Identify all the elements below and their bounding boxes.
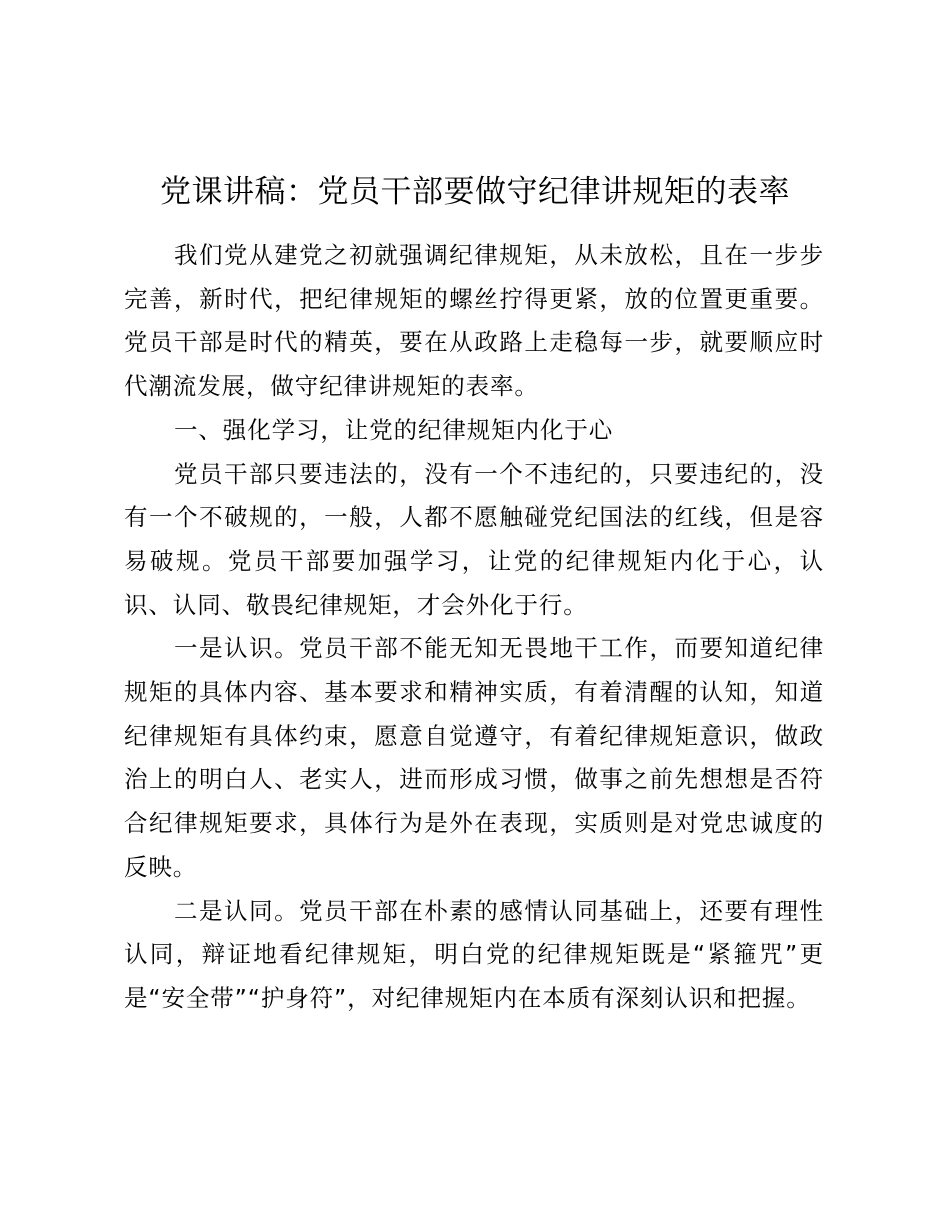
paragraph-point-one: 一是认识。党员干部不能无知无畏地干工作，而要知道纪律规矩的具体内容、基本要求和精神实质，有着清醒的认知，知道纪律规矩有具体约束，愿意自觉遵守，有着纪律规矩意识，做政治上的明白人、老实人，进而形成习惯，做事之前先想想是否符合纪律规矩要求，具体行为是外在表现，实质则是对党忠诚度的反映。	[124, 634, 824, 881]
paragraph-intro: 我们党从建党之初就强调纪律规矩，从未放松，且在一步步完善，新时代，把纪律规矩的螺丝拧得更紧，放的位置更重要。党员干部是时代的精英，要在从政路上走稳每一步，就要顺应时代潮流发展，做守纪律讲规矩的表率。	[124, 241, 824, 401]
document-body	[124, 234, 824, 1021]
paragraph-section-intro: 党员干部只要违法的，没有一个不违纪的，只要违纪的，没有一个不破规的，一般，人都不愿触碰党纪国法的红线，但是容易破规。党员干部要加强学习，让党的纪律规矩内化于心，认识、认同、敬畏纪律规矩，才会外化于行。	[124, 459, 824, 619]
section-heading: 一、强化学习，让党的纪律规矩内化于心	[174, 415, 614, 444]
paragraph-point-two: 二是认同。党员干部在朴素的感情认同基础上，还要有理性认同，辩证地看纪律规矩，明白党的纪律规矩既是“紧箍咒”更是“安全带”“护身符”，对纪律规矩内在本质有深刻认识和把握。	[124, 896, 824, 1012]
document-title: 党课讲稿：党员干部要做守纪律讲规矩的表率	[160, 174, 790, 210]
